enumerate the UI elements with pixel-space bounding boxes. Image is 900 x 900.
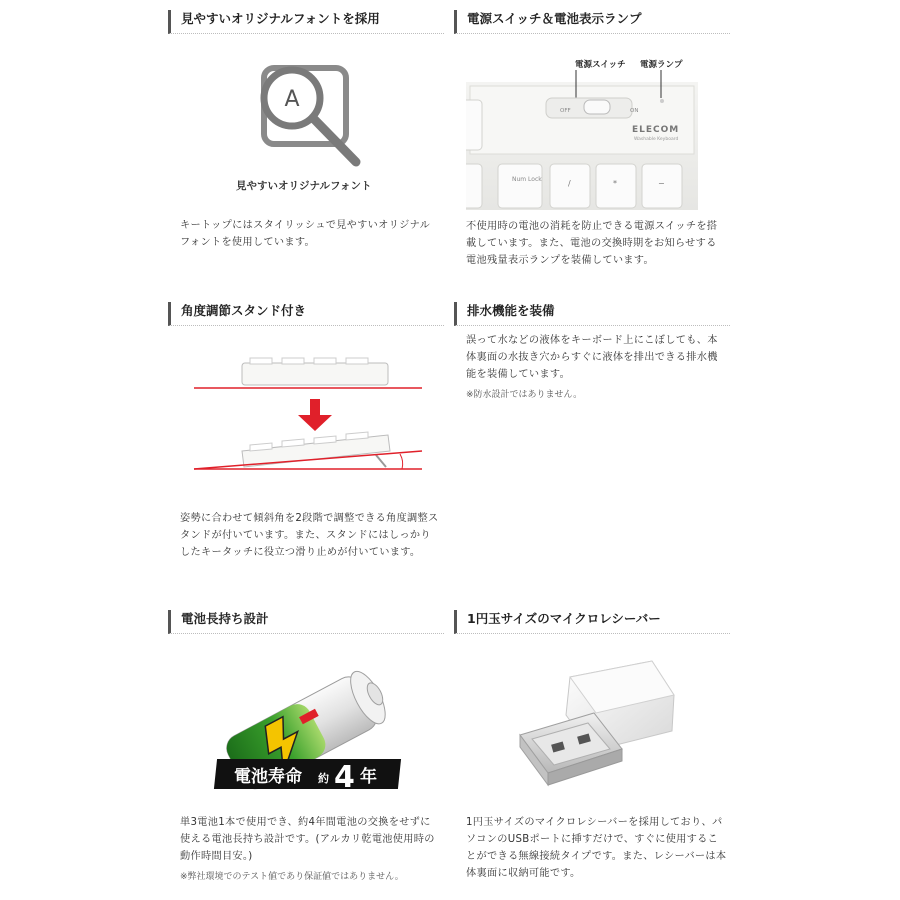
badge-approx: 約: [318, 772, 329, 785]
off-label: OFF: [560, 108, 571, 114]
section-font-title: 見やすいオリジナルフォントを採用: [168, 10, 444, 34]
brand-sub: Washable Keyboard: [634, 137, 679, 142]
label-power-switch: 電源スイッチ: [575, 60, 626, 70]
icon-letter: A: [284, 87, 300, 112]
key-star: *: [613, 179, 617, 188]
badge-unit: 年: [360, 767, 377, 787]
section-font: [168, 10, 444, 34]
font-caption: 見やすいオリジナルフォント: [236, 180, 372, 192]
brand-logo: ELECOM: [632, 125, 680, 135]
badge-years: 4: [334, 760, 355, 795]
key-slash: /: [568, 179, 571, 188]
section-receiver: [454, 610, 730, 634]
battery-life-illustration: [200, 655, 420, 795]
power-body: 不使用時の電池の消耗を防止できる電源スイッチを搭載しています。また、電池の交換時期をお知らせする電池残量表示ランプを装備しています。: [466, 221, 718, 266]
magnifier-font-icon: [250, 58, 370, 170]
keyboard-power-photo: [466, 70, 698, 210]
battery-note: ※弊社環境でのテスト値であり保証値ではありません。: [180, 872, 404, 882]
numlock-label: Num Lock: [512, 176, 542, 183]
section-battery: [168, 610, 444, 634]
receiver-body: 1円玉サイズのマイクロレシーバーを採用しており、パソコンのUSBポートに挿すだけで、すぐに使用することができる無線接続タイプです。また、レシーバーは本体裏面に収納可能です。: [466, 817, 727, 879]
section-power: [454, 10, 730, 34]
stand-body: 姿勢に合わせて傾斜角を2段階で調整できる角度調整スタンドが付いています。また、スタンドにはしっかりしたキータッチに役立つ滑り止めが付いています。: [180, 513, 439, 558]
section-battery-title: 電池長持ち設計: [168, 610, 444, 634]
section-stand-title: 角度調節スタンド付き: [168, 302, 444, 326]
section-drain-title: 排水機能を装備: [454, 302, 730, 326]
badge-main: 電池寿命: [234, 767, 302, 787]
label-power-lamp: 電源ランプ: [640, 60, 683, 70]
on-label: ON: [630, 108, 639, 114]
section-receiver-title: 1円玉サイズのマイクロレシーバー: [454, 610, 730, 634]
battery-body: 単3電池1本で使用でき、約4年間電池の交換をせずに使える電池長持ち設計です。(アルカリ乾電池使用時の動作時間目安。): [180, 817, 435, 862]
stand-angle-diagram: [190, 355, 426, 475]
font-body: キートップにはスタイリッシュで見やすいオリジナルフォントを使用しています。: [180, 220, 431, 248]
key-minus: −: [658, 179, 665, 188]
drain-note: ※防水設計ではありません。: [466, 390, 583, 400]
section-power-title: 電源スイッチ＆電池表示ランプ: [454, 10, 730, 34]
drain-body: 誤って水などの液体をキーボード上にこぼしても、本体裏面の水抜き穴からすぐに液体を排出できる排水機能を装備しています。: [466, 335, 718, 380]
section-drain: [454, 302, 730, 326]
section-stand: [168, 302, 444, 326]
usb-receiver-photo: [512, 655, 680, 795]
